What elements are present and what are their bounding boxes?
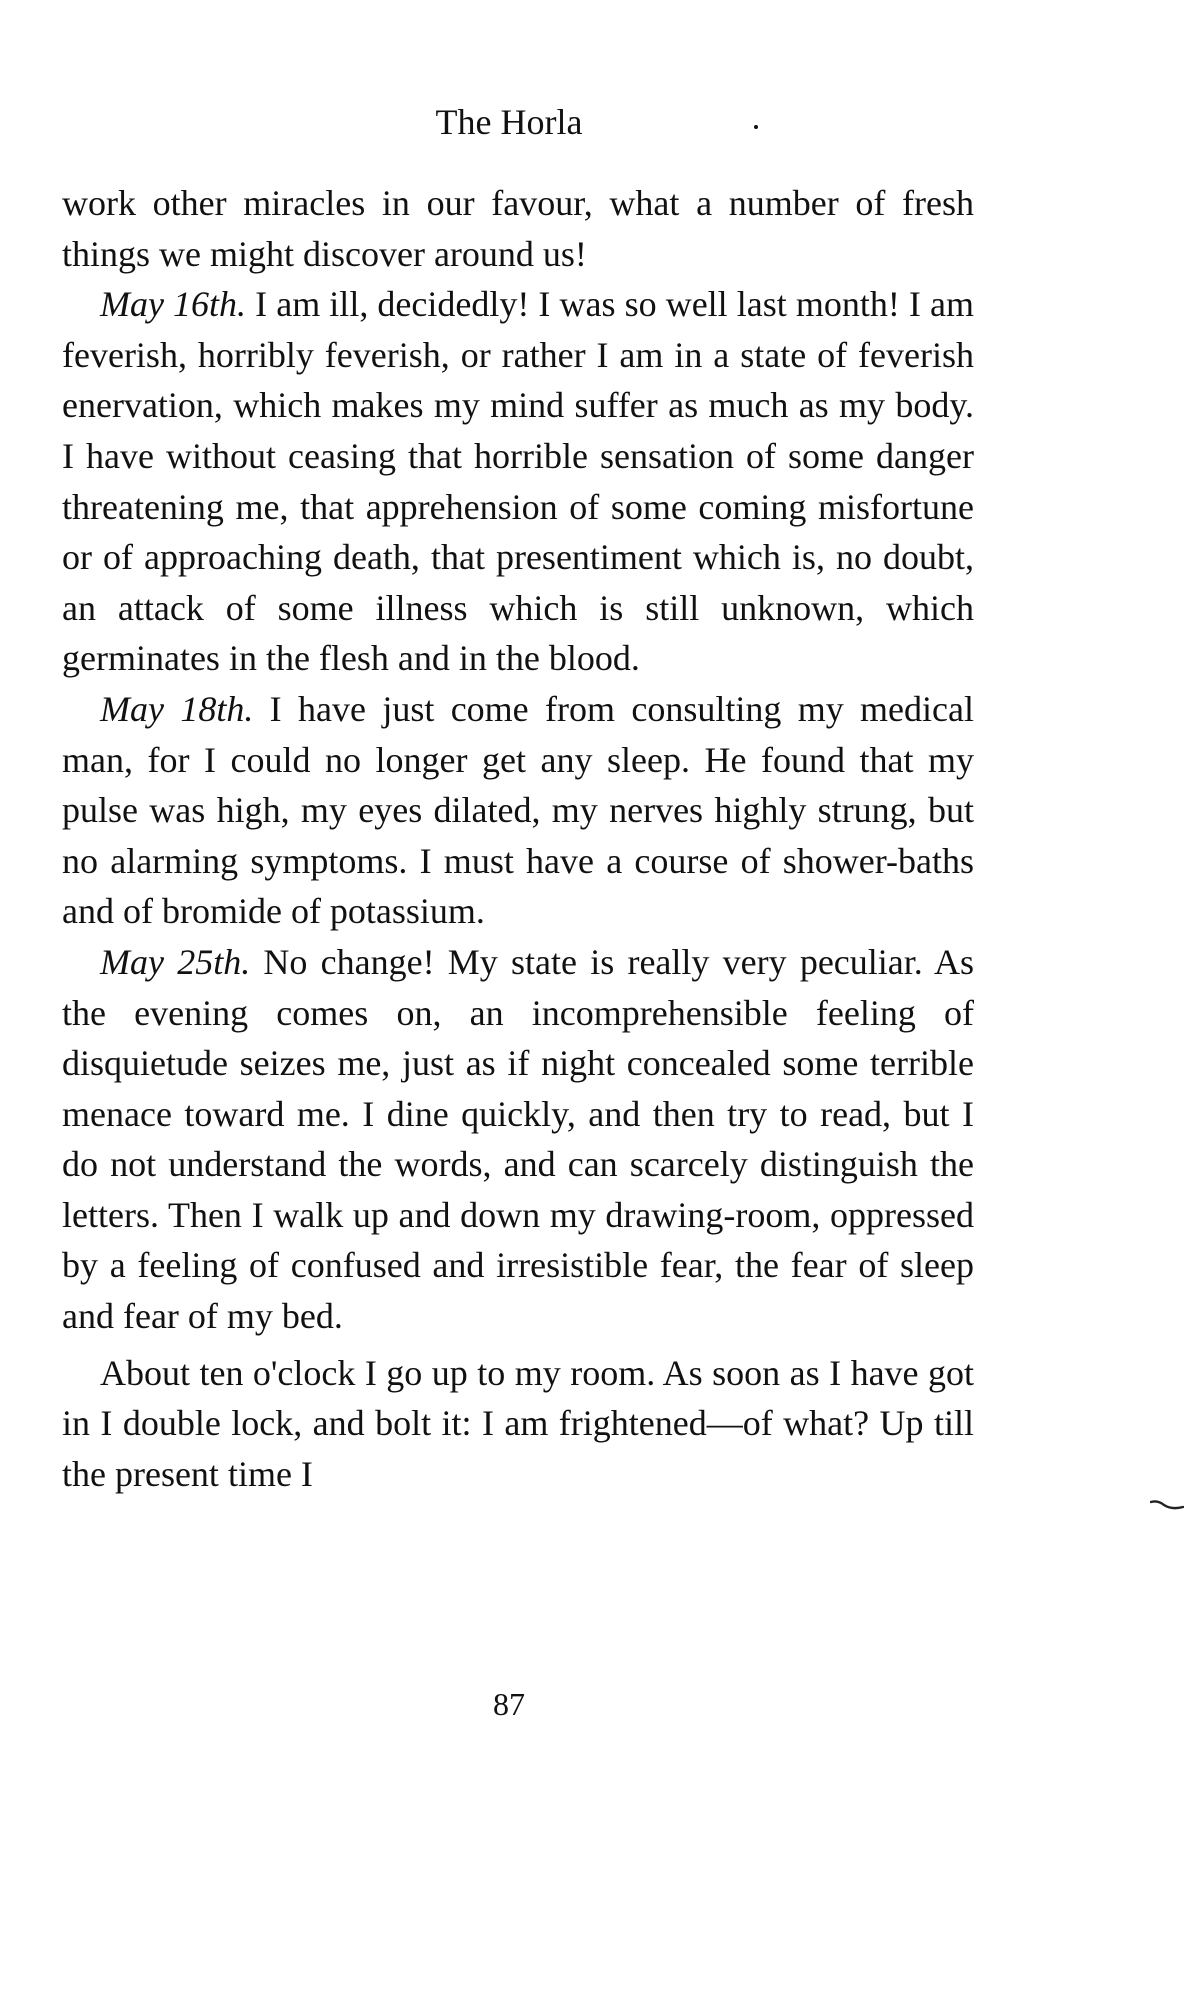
body-text [62,178,974,1499]
paragraph-text: About ten o'clock I go up to my room. As soon as I have got in I double lock, and bolt it: I am frightened—of what? Up till the present time I [62,1352,974,1494]
paragraph-ten-oclock [62,1348,974,1500]
page-number: 87 [493,1686,525,1722]
ink-speck [754,125,758,129]
diary-entry-may-16 [62,279,974,684]
margin-mark-icon [1150,1498,1184,1512]
paragraph-text: work other miracles in our favour, what a number of fresh things we might discover around us! [62,183,974,274]
entry-date: May 18th. [100,688,254,729]
paragraph-text: I am ill, decidedly! I was so well last month! I am feverish, horribly feverish, or rather I am in a state of feverish enervation, which makes my mind suffer as much as my body. I have without ceasing that horrible sensation of some danger threatening me, that apprehension of some coming misfortune or of approaching death, that presentiment which is, no doubt, an attack of some illness which is still unknown, which germinates in the flesh and in the blood. [62,284,974,679]
paragraph-text: No change! My state is really very peculiar. As the evening comes on, an incomprehensible feeling of disquietude seizes me, just as if night concealed some terrible menace toward me. I dine quickly, and then try to read, but I do not understand the words, and can scarcely distinguish the letters. Then I walk up and down my drawing-room, oppressed by a feeling of confused and irresistible fear, the fear of sleep and fear of my bed. [62,941,975,1337]
running-head: The Horla [435,102,583,142]
paragraph-continuation [62,178,974,279]
entry-date: May 16th. [100,284,247,325]
diary-entry-may-25 [62,937,974,1342]
diary-entry-may-18 [62,684,974,937]
entry-date: May 25th. [100,941,251,982]
paragraph-text: I have just come from consulting my medical man, for I could no longer get any sleep. He found that my pulse was high, my eyes dilated, my nerves highly strung, but no alarming symptoms. I must have a course of shower-baths and of bromide of potassium. [62,688,974,932]
